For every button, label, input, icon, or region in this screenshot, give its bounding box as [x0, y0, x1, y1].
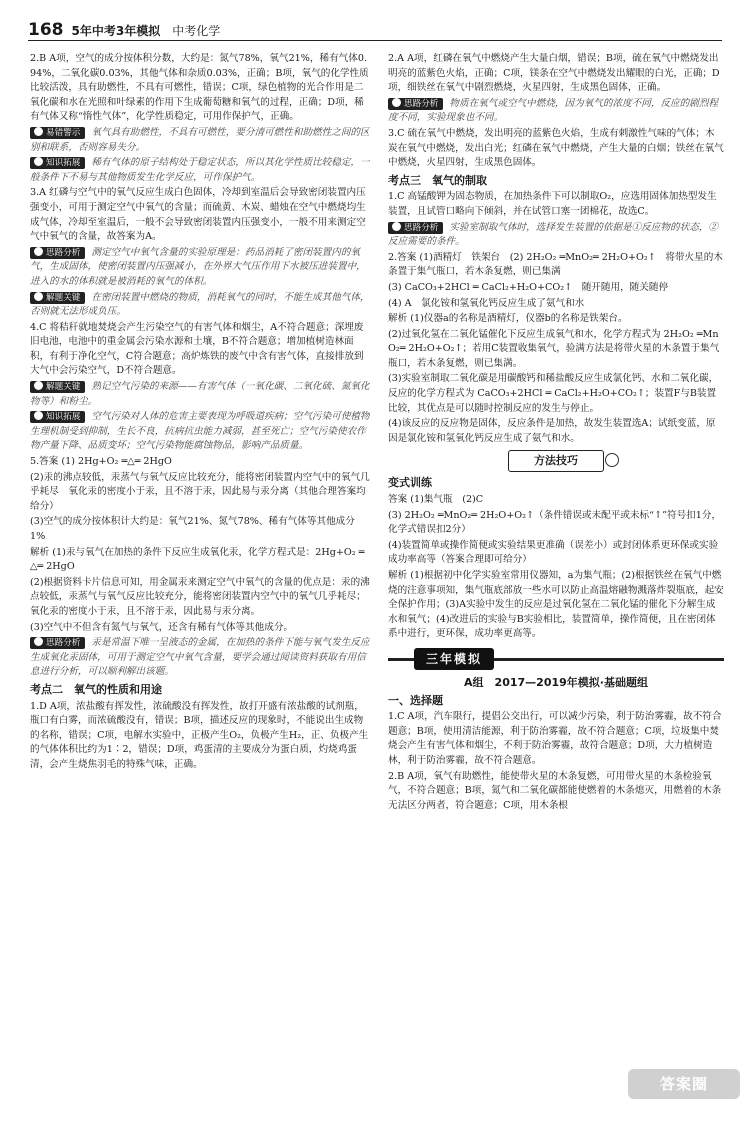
tip-note	[30, 291, 370, 320]
tip-text: 稀有气体的原子结构处于稳定状态，所以其化学性质比较稳定，一般条件下不易与其他物质发生化学反应，可作保护气。	[30, 157, 370, 183]
tip-badge	[30, 127, 85, 139]
tip-note	[30, 636, 370, 680]
tip-badge	[30, 411, 85, 423]
answer-paragraph: (3) 2H₂O₂ ═MnO₂═ 2H₂O+O₂↑（条件错误或未配平或未标“↑”符号扣1分，化学式错误扣2分）	[388, 509, 722, 536]
tip-badge-label: 思路分析	[46, 247, 81, 258]
right-column	[388, 52, 724, 1092]
answer-paragraph: 解析 (1)汞与氧气在加热的条件下反应生成氧化汞，化学方程式是：2Hg+O₂ ═△═ 2HgO	[30, 546, 365, 573]
group-title: A组 2017—2019年模拟·基础题组	[464, 675, 648, 689]
tip-text: 熟记空气污染的来源——有害气体（一氧化碳、二氧化硫、氮氧化物等）和粉尘。	[30, 381, 370, 407]
bulb-icon	[392, 98, 401, 107]
tip-text: 测定空气中氧气含量的实验原理是：药品消耗了密闭装置内的氧气，生成固体，使密闭装置内压强减小，在外界大气压作用下水被压进装置中，进入的水的体积就是被消耗的氧气的体积。	[30, 246, 366, 287]
tip-text: 实验室制取气体时，选择发生装置的依据是①反应物的状态，②反应需要的条件。	[388, 221, 719, 248]
answer-paragraph: (2)过氧化氢在二氧化锰催化下反应生成氧气和水，化学方程式为 2H₂O₂ ═MnO₂═ 2H₂O+O₂↑；若用C装置收集氧气，验满方法是将带火星的木条置于集气瓶口，若木条复燃，则已集满。	[388, 328, 720, 369]
tip-badge-label: 易错警示	[46, 127, 81, 138]
answer-paragraph: 2.答案 (1)酒精灯 铁架台 (2) 2H₂O₂ ═MnO₂═ 2H₂O+O₂↑ 将带火星的木条置于集气瓶口，若木条复燃，则已集满	[388, 251, 723, 278]
watermark-logo: 答案圈 MXQE.COM	[628, 1069, 740, 1099]
tip-text: 空气污染对人体的危害主要表现为呼吸道疾病；空气污染可使植物生理机制受到抑制，生长不良，抗病抗虫能力减弱，甚至死亡；空气污染使农作物产量下降、品质变坏；空气污染物能腐蚀物品，影响产品质量。	[30, 411, 370, 452]
tip-badge	[388, 222, 443, 234]
subject-title: 中考化学	[172, 24, 221, 38]
tip-note	[30, 410, 370, 454]
tip-note	[30, 126, 370, 155]
answer-paragraph: 2.A A项，红磷在氧气中燃烧产生大量白烟，错误；B项，硫在氧气中燃烧发出明亮的蓝紫色火焰，正确；C项，镁条在空气中燃烧发出耀眼的白光，正确；D项，细铁丝在氧气中剧烈燃烧，火星四射，生成黑色固体，正确。	[388, 53, 720, 94]
bulb-icon	[34, 157, 43, 166]
bulb-icon	[34, 127, 43, 136]
section-heading: 变式训练	[388, 476, 432, 490]
bulb-icon	[34, 381, 43, 390]
tip-text: 汞是常温下唯一呈液态的金属，在加热的条件下能与氧气发生反应生成氧化汞固体，可用于测定空气中氧气含量，要学会通过阅读资料获取有用信息进行分析，可以顺利解出该题。	[30, 637, 370, 678]
method-box-heading: 方法技巧	[508, 450, 604, 472]
answer-paragraph: 2.B A项，氧气有助燃性，能使带火星的木条复燃，可用带火星的木条检验氧气，不符合题意；B项，氮气和二氧化碳都能使燃着的木条熄灭，用燃着的木条无法区分两者，符合题意；C项，用木条根	[388, 770, 722, 811]
page-number: 168	[28, 20, 64, 40]
tip-note	[30, 246, 370, 290]
tip-note	[30, 156, 370, 185]
bulb-icon	[34, 411, 43, 420]
tip-badge	[30, 292, 85, 304]
tip-badge	[30, 157, 85, 169]
answer-paragraph: 答案 (1)集气瓶 (2)C	[388, 494, 484, 506]
answer-paragraph: 5.答案 (1) 2Hg+O₂ ═△═ 2HgO	[30, 456, 172, 468]
three-year-banner	[388, 648, 724, 672]
tip-badge-label: 解题关键	[46, 292, 81, 303]
tip-badge-label: 思路分析	[404, 98, 439, 109]
answer-paragraph: (2)根据资料卡片信息可知，用金属汞来测定空气中氧气的含量的优点是：汞的沸点较低，汞蒸气与氧气反应比较充分，能将密闭装置内空气中的氧气几乎耗尽；氧化汞的密度小于汞，且不溶于汞，因此易与汞分离。	[30, 576, 370, 617]
banner-label: 三年模拟	[414, 648, 494, 670]
tip-text: 氧气具有助燃性，不具有可燃性，要分清可燃性和助燃性之间的区别和联系，否则容易失分。	[30, 126, 370, 153]
section-heading: 一、选择题	[388, 693, 443, 707]
left-column	[30, 52, 370, 1092]
answer-paragraph: (3) CaCO₃+2HCl ═ CaCl₂+H₂O+CO₂↑ 随开随用，随关随停	[388, 281, 669, 293]
tip-badge-label: 知识拓展	[46, 158, 81, 169]
answer-paragraph: 解析 (1)仪器a的名称是酒精灯，仪器b的名称是铁架台。	[388, 313, 628, 325]
tip-badge-label: 解题关键	[46, 382, 81, 393]
answer-paragraph: (4)该反应的反应物是固体，反应条件是加热，故发生装置选A；试纸变蓝，原因是氯化铵和氢氧化钙反应生成了氨气和水。	[388, 418, 716, 444]
tip-note	[388, 221, 724, 250]
answer-paragraph: 1.D A项，浓盐酸有挥发性，浓硫酸没有挥发性，故打开盛有浓盐酸的试剂瓶，瓶口有白雾，而浓硫酸没有，错误；B项，描述反应的现象时，不能说出生成物的名称，错误；C项，电解水实验中，正极产生O₂，负极产生H₂，正、负极产生的气体体积比约为1∶2，错误；D项，鸡蛋清的主要成分为蛋白质，灼烧鸡蛋清，会产生烧焦羽毛的特殊气味，正确。	[30, 700, 369, 770]
tip-badge-label: 思路分析	[404, 222, 439, 233]
tip-text: 物质在氧气或空气中燃烧，因为氧气的浓度不同，反应的剧烈程度不同，实验现象也不同。	[388, 97, 719, 124]
answer-paragraph: 3.C 硫在氧气中燃烧，发出明亮的蓝紫色火焰，生成有刺激性气味的气体；木炭在氧气中燃烧，发出白光；红磷在氧气中燃烧，产生大量的白烟；铁丝在氧气中燃烧，火星四射，生成黑色固体。	[388, 127, 724, 169]
answer-paragraph: 1.C 高锰酸钾为固态物质，在加热条件下可以制取O₂，应选用固体加热型发生装置，且试管口略向下倾斜，并在试管口塞一团棉花，故选C。	[388, 191, 717, 217]
answer-paragraph: 3.A 红磷与空气中的氧气反应生成白色固体，冷却到室温后会导致密闭装置内压强变小，可用于测定空气中氧气的含量；而硫黄、木炭、蜡烛在空气中燃烧均生成气体，冷却至室温后，一般不会导致密闭装置内压强变小，一般不用来测定空气中氧气的含量，故答案为A。	[30, 187, 366, 243]
bulb-icon	[392, 222, 401, 231]
answer-paragraph: 1.C A项，汽车限行，提倡公交出行，可以减少污染，利于防治雾霾，故不符合题意；B项，使用清洁能源，利于防治雾霾，故不符合题意；C项，垃圾集中焚烧会产生有害气体和烟尘，不利于防治雾霾，故符合题意；D项，大力植树造林，利于防治雾霾，故不符合题意。	[388, 711, 722, 766]
tip-note	[388, 97, 724, 126]
tip-text: 在密闭装置中燃烧的物质，消耗氧气的同时，不能生成其他气体，否则就无法形成负压。	[30, 291, 370, 318]
section-heading: 考点三 氧气的制取	[388, 173, 487, 187]
answer-paragraph: 4.C 将秸秆就地焚烧会产生污染空气的有害气体和烟尘，A不符合题意；深埋废旧电池，电池中的重金属会污染水源和土壤，B不符合题意；增加植树造林面积，有利于净化空气，C符合题意；高炉炼铁的废气中含有害气体，直接排放到大气中会污染空气，D不符合题意。	[30, 321, 364, 377]
page-header	[28, 14, 722, 41]
answer-paragraph: (3)实验室制取二氧化碳是用碳酸钙和稀盐酸反应生成氯化钙、水和二氧化碳，反应的化学方程式为 CaCO₃+2HCl ═ CaCl₂+H₂O+CO₂↑；装置F与B装置比较，其优点是可以随时控制反应的发生与停止。	[388, 373, 719, 414]
tip-badge	[388, 98, 443, 110]
tip-badge-label: 思路分析	[46, 638, 81, 649]
tip-badge	[30, 381, 85, 393]
tip-badge	[30, 637, 85, 649]
answer-paragraph: 解析 (1)根据初中化学实验室常用仪器知，a为集气瓶；(2)根据铁丝在氧气中燃烧的注意事项知，集气瓶底部放一些水可以防止高温熔融物溅落炸裂瓶底，起安全保护作用；(3)A实验中发生的反应是过氧化氢在二氧化锰的催化下分解生成水和氧气；(4)改进后的实验与B实验相比，装置简单，操作简便，且在密闭体系中进行，更环保，成功率更高等。	[388, 570, 724, 640]
book-series-title: 5年中考3年模拟	[71, 24, 161, 38]
section-heading: 考点二 氧气的性质和用途	[30, 682, 162, 696]
answer-paragraph: (4)装置简单或操作简便或实验结果更准确（误差小）或封闭体系更环保或实验成功率高等（答案合理即可给分）	[388, 539, 719, 566]
tip-badge	[30, 247, 85, 259]
answer-paragraph: (3)空气的成分按体积计大约是：氧气21%、氮气78%、稀有气体等其他成分1%	[30, 516, 355, 542]
answer-paragraph: (2)汞的沸点较低，汞蒸气与氧气反应比较充分，能将密闭装置内空气中的氧气几乎耗尽 氧化汞的密度小于汞，且不溶于汞，因此易与汞分离（其他合理答案均给分）	[30, 471, 370, 512]
bulb-icon	[34, 292, 43, 301]
bulb-icon	[34, 247, 43, 256]
tip-note	[30, 380, 370, 409]
bulb-icon	[34, 637, 43, 646]
answer-paragraph: (3)空气中不但含有氮气与氧气，还含有稀有气体等其他成分。	[30, 621, 294, 633]
answer-paragraph: 2.B A项，空气的成分按体积分数，大约是：氮气78%，氧气21%，稀有气体0.94%，二氧化碳0.03%，其他气体和杂质0.03%，正确；B项，氧气的化学性质比较活泼，具有助燃性，不具有可燃性，错误；C项，绿色植物的光合作用是二氧化碳和水在光照和叶绿素的作用下生成葡萄糖和氧气的过程，正确；D项，稀有气体又称“惰性气体”，化学性质稳定，可用作保护气，正确。	[30, 53, 369, 123]
answer-paragraph: (4) A 氯化铵和氢氧化钙反应生成了氨气和水	[388, 297, 585, 309]
tip-badge-label: 知识拓展	[46, 412, 81, 423]
